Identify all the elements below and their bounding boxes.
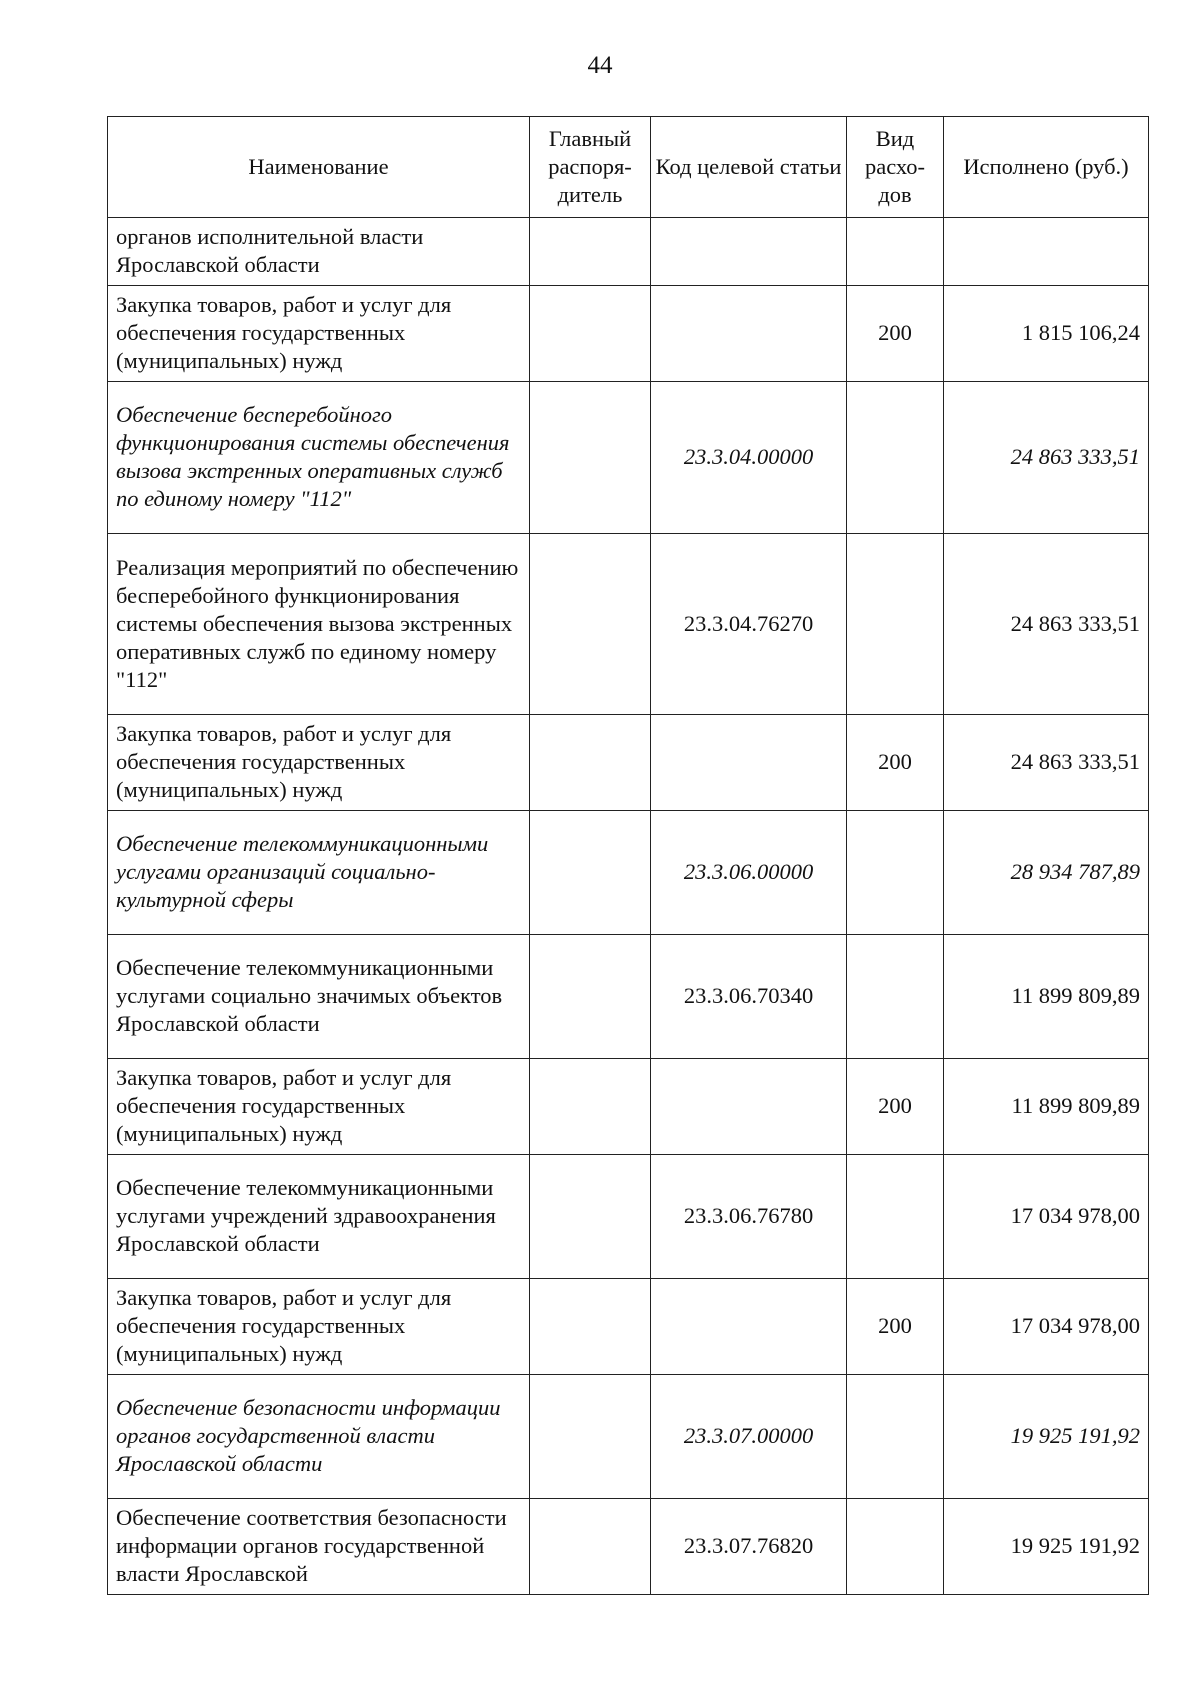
row-chief-manager-cell — [530, 1375, 651, 1499]
row-target-code-cell — [651, 286, 847, 382]
row-name-cell: Реализация мероприятий по обеспечению бесперебойного функционирования системы обеспечения вызова экстренных оперативных служб по единому номеру "112" — [108, 534, 530, 715]
row-expense-type-cell: 200 — [847, 715, 944, 811]
row-chief-manager-cell — [530, 935, 651, 1059]
row-name-cell: Обеспечение бесперебойного функционирования системы обеспечения вызова экстренных оперативных служб по единому номеру "112" — [108, 382, 530, 534]
table-row — [108, 1279, 1149, 1375]
row-name-cell: Обеспечение телекоммуникационными услугами организаций социально-культурной сферы — [108, 811, 530, 935]
row-target-code-cell: 23.3.07.76820 — [651, 1499, 847, 1595]
row-expense-type-cell — [847, 382, 944, 534]
row-chief-manager-cell — [530, 382, 651, 534]
row-expense-type-cell — [847, 935, 944, 1059]
row-expense-type-cell — [847, 1155, 944, 1279]
table-row — [108, 286, 1149, 382]
row-chief-manager-cell — [530, 534, 651, 715]
header-chief-manager: Главный распоря-дитель — [530, 117, 651, 218]
row-executed-cell — [944, 218, 1149, 286]
table-row — [108, 382, 1149, 534]
header-expense-type: Вид расхо-дов — [847, 117, 944, 218]
table-row — [108, 218, 1149, 286]
row-chief-manager-cell — [530, 218, 651, 286]
row-expense-type-cell: 200 — [847, 286, 944, 382]
table-row — [108, 534, 1149, 715]
row-expense-type-cell — [847, 1375, 944, 1499]
row-name-cell: Закупка товаров, работ и услуг для обеспечения государственных (муниципальных) нужд — [108, 1279, 530, 1375]
row-target-code-cell: 23.3.04.76270 — [651, 534, 847, 715]
row-name-cell: Обеспечение телекоммуникационными услугами учреждений здравоохранения Ярославской области — [108, 1155, 530, 1279]
budget-table — [107, 116, 1149, 1595]
row-executed-cell: 28 934 787,89 — [944, 811, 1149, 935]
header-target-code: Код целевой статьи — [651, 117, 847, 218]
row-executed-cell: 19 925 191,92 — [944, 1375, 1149, 1499]
row-expense-type-cell — [847, 534, 944, 715]
table-row — [108, 1499, 1149, 1595]
row-target-code-cell: 23.3.06.70340 — [651, 935, 847, 1059]
table-row — [108, 811, 1149, 935]
row-executed-cell: 24 863 333,51 — [944, 715, 1149, 811]
row-executed-cell: 11 899 809,89 — [944, 935, 1149, 1059]
table-row — [108, 1059, 1149, 1155]
row-executed-cell: 24 863 333,51 — [944, 382, 1149, 534]
row-target-code-cell — [651, 1279, 847, 1375]
row-executed-cell: 1 815 106,24 — [944, 286, 1149, 382]
row-name-cell: Закупка товаров, работ и услуг для обеспечения государственных (муниципальных) нужд — [108, 1059, 530, 1155]
page-number: 44 — [587, 52, 613, 79]
row-target-code-cell — [651, 715, 847, 811]
row-chief-manager-cell — [530, 715, 651, 811]
row-target-code-cell: 23.3.06.00000 — [651, 811, 847, 935]
row-target-code-cell — [651, 1059, 847, 1155]
row-chief-manager-cell — [530, 811, 651, 935]
row-chief-manager-cell — [530, 1155, 651, 1279]
row-executed-cell: 17 034 978,00 — [944, 1155, 1149, 1279]
row-name-cell: Обеспечение соответствия безопасности информации органов государственной власти Ярославской — [108, 1499, 530, 1595]
header-name: Наименование — [108, 117, 530, 218]
row-chief-manager-cell — [530, 1279, 651, 1375]
row-expense-type-cell — [847, 218, 944, 286]
row-executed-cell: 17 034 978,00 — [944, 1279, 1149, 1375]
row-expense-type-cell — [847, 1499, 944, 1595]
header-executed: Исполнено (руб.) — [944, 117, 1149, 218]
row-target-code-cell — [651, 218, 847, 286]
table-row — [108, 715, 1149, 811]
row-name-cell: Закупка товаров, работ и услуг для обеспечения государственных (муниципальных) нужд — [108, 715, 530, 811]
table-header-row — [108, 117, 1149, 218]
row-expense-type-cell: 200 — [847, 1279, 944, 1375]
row-expense-type-cell: 200 — [847, 1059, 944, 1155]
row-chief-manager-cell — [530, 286, 651, 382]
table-body — [108, 218, 1149, 1595]
row-target-code-cell: 23.3.04.00000 — [651, 382, 847, 534]
row-name-cell: органов исполнительной власти Ярославской области — [108, 218, 530, 286]
row-chief-manager-cell — [530, 1499, 651, 1595]
table-row — [108, 1155, 1149, 1279]
row-name-cell: Обеспечение телекоммуникационными услугами социально значимых объектов Ярославской области — [108, 935, 530, 1059]
row-name-cell: Закупка товаров, работ и услуг для обеспечения государственных (муниципальных) нужд — [108, 286, 530, 382]
table-row — [108, 1375, 1149, 1499]
row-name-cell: Обеспечение безопасности информации органов государственной власти Ярославской области — [108, 1375, 530, 1499]
table-row — [108, 935, 1149, 1059]
row-expense-type-cell — [847, 811, 944, 935]
row-executed-cell: 19 925 191,92 — [944, 1499, 1149, 1595]
row-target-code-cell: 23.3.07.00000 — [651, 1375, 847, 1499]
row-executed-cell: 11 899 809,89 — [944, 1059, 1149, 1155]
row-chief-manager-cell — [530, 1059, 651, 1155]
row-executed-cell: 24 863 333,51 — [944, 534, 1149, 715]
row-target-code-cell: 23.3.06.76780 — [651, 1155, 847, 1279]
